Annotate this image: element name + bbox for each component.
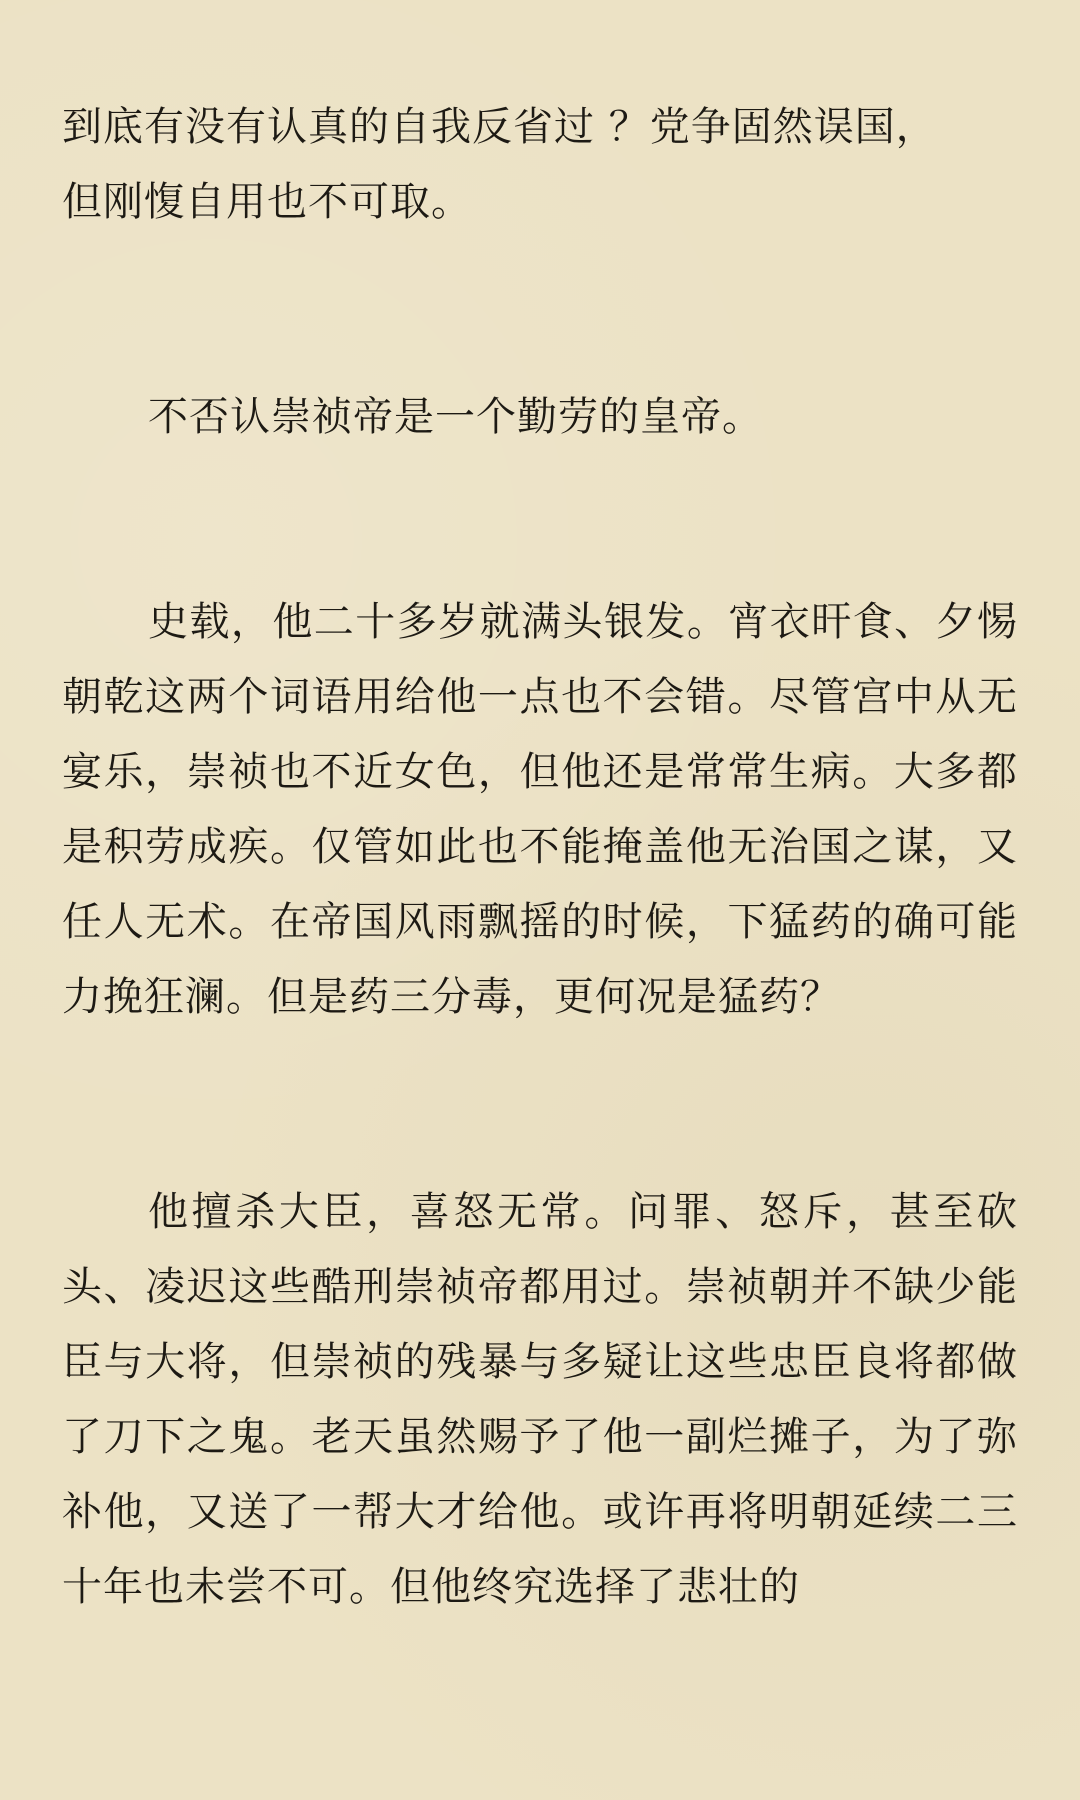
paragraph-executions: 他擅杀大臣，喜怒无常。问罪、怒斥，甚至砍头、凌迟这些酷刑崇祯帝都用过。崇祯朝并不缺少能臣与大将，但崇祯的残暴与多疑让这些忠臣良将都做了刀下之鬼。老天虽然赐予了他一副烂摊子，为了弥补他，又送了一帮大才给他。或许再将明朝延续二三十年也未尝不可。但他终究选择了悲壮的 xyxy=(62,1189,1018,1610)
paragraph-continued: 到底有没有认真的自我反省过 ？党争固然误国， 但刚愎自用也不可取。 xyxy=(62,104,937,225)
paragraph-gap xyxy=(62,455,1018,585)
paragraph-history-record: 史载，他二十多岁就满头银发。宵衣旰食、夕惕朝乾这两个词语用给他一点也不会错。尽管宫中从无宴乐，崇祯也不近女色，但他还是常常生病。大多都是积劳成疾。仅管如此也不能掩盖他无治国之谋，又任人无术。在帝国风雨飘摇的时候，下猛药的确可能力挽狂澜。但是药三分毒，更何况是猛药？ xyxy=(62,599,1018,1020)
paragraph-diligent-emperor: 不否认崇祯帝是一个勤劳的皇帝。 xyxy=(148,394,763,440)
paragraph-gap xyxy=(62,1035,1018,1175)
paragraph-gap xyxy=(62,240,1018,380)
